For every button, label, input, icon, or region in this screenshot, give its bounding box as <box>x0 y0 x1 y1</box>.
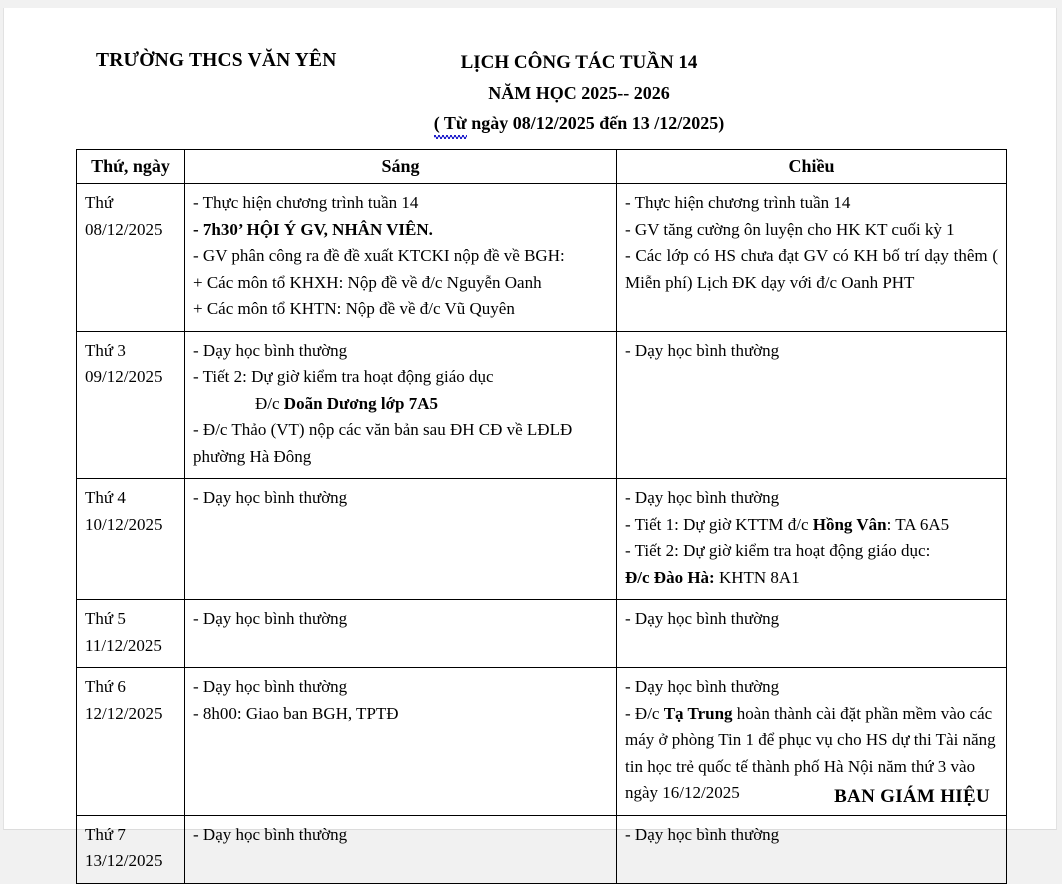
task-line: - Dạy học bình thường <box>625 488 780 507</box>
afternoon-cell <box>617 331 1007 479</box>
task-line: - Dạy học bình thường <box>193 677 348 696</box>
signature-block: BAN GIÁM HIỆU <box>834 786 990 807</box>
afternoon-cell <box>617 184 1007 332</box>
task-line: - GV tăng cường ôn luyện cho HK KT cuối kỳ 1 <box>625 219 955 239</box>
day-name: Thứ 5 <box>85 609 126 628</box>
task-line: - Đ/c Thảo (VT) nộp các văn bản sau ĐH CĐ về LĐLĐ phường Hà Đông <box>193 420 573 466</box>
morning-cell <box>185 331 617 479</box>
task-line: - Tiết 2: Dự giờ kiểm tra hoạt động giáo dục: <box>625 541 931 560</box>
table-header-row <box>77 150 1007 184</box>
day-name: Thứ 7 <box>85 824 126 844</box>
day-name: Thứ <box>85 193 114 212</box>
task-prefix: - Tiết 1: Dự giờ KTTM đ/c <box>625 514 813 534</box>
table-row <box>77 815 1007 883</box>
task-line: + Các môn tổ KHTN: Nộp đề về đ/c Vũ Quyên <box>193 299 515 318</box>
task-line: + Các môn tổ KHXH: Nộp đề về đ/c Nguyễn Oanh <box>193 272 542 292</box>
task-line: - Dạy học bình thường <box>625 609 780 628</box>
task-emphasis: Hồng Vân <box>812 514 887 534</box>
day-cell <box>77 600 185 668</box>
page-title: LỊCH CÔNG TÁC TUẦN 14 <box>460 52 698 73</box>
day-date: 11/12/2025 <box>85 635 162 655</box>
document-page <box>3 8 1057 870</box>
afternoon-cell <box>617 815 1007 883</box>
task-line: - Dạy học bình thường <box>625 677 780 696</box>
task-line: - Dạy học bình thường <box>193 609 348 628</box>
task-line: - Dạy học bình thường <box>193 824 348 844</box>
morning-cell <box>185 184 617 332</box>
task-line: - Thực hiện chương trình tuần 14 <box>625 193 851 212</box>
day-date: 08/12/2025 <box>85 219 163 239</box>
task-line: - 8h00: Giao ban BGH, TPTĐ <box>193 703 399 723</box>
task-suffix: KHTN 8A1 <box>714 567 800 587</box>
afternoon-cell <box>617 600 1007 668</box>
task-suffix: : TA 6A5 <box>886 514 950 534</box>
day-cell <box>77 479 185 600</box>
task-prefix: Đ/c <box>255 393 284 413</box>
task-line: - Dạy học bình thường <box>193 488 348 507</box>
task-line: - 7h30’ HỘI Ý GV, NHÂN VIÊN. <box>193 219 433 239</box>
schedule-table-wrapper <box>76 149 1006 884</box>
task-line: - Tiết 2: Dự giờ kiểm tra hoạt động giáo dục <box>193 367 494 386</box>
task-line: - Thực hiện chương trình tuần 14 <box>193 193 419 212</box>
day-date: 13/12/2025 <box>85 851 163 870</box>
day-cell <box>77 815 185 883</box>
task-emphasis: Doãn Dương lớp 7A5 <box>283 393 438 413</box>
table-row <box>77 331 1007 479</box>
day-cell <box>77 331 185 479</box>
morning-cell <box>185 600 617 668</box>
task-line: - Dạy học bình thường <box>625 340 780 360</box>
task-line: - Dạy học bình thường <box>193 340 348 360</box>
morning-cell <box>185 668 617 816</box>
schedule-table <box>76 149 1007 884</box>
day-cell <box>77 184 185 332</box>
column-header-morning: Sáng <box>185 150 617 184</box>
day-name: Thứ 4 <box>85 488 126 507</box>
day-cell <box>77 668 185 816</box>
task-line <box>625 512 998 539</box>
morning-cell <box>185 479 617 600</box>
date-range-text: ngày 08/12/2025 đến 13 /12/2025) <box>466 113 725 133</box>
task-suffix: hoàn thành cài đặt phần mềm vào các máy ở phòng Tin 1 để phục vụ cho HS dự thi Tài năng tin học trẻ quốc tế thành phố Hà Nội năm thứ 3 vào ngày 16/12/2025 <box>625 703 996 802</box>
task-line <box>193 391 608 418</box>
task-emphasis: Đ/c Đào Hà: <box>625 567 715 587</box>
date-range-line <box>384 108 774 138</box>
spellcheck-underlined-text: ( Từ <box>434 108 467 138</box>
document-title-block <box>384 48 774 138</box>
table-row <box>77 479 1007 600</box>
day-name: Thứ 3 <box>85 340 126 360</box>
morning-cell <box>185 815 617 883</box>
day-date: 10/12/2025 <box>85 514 163 534</box>
document-header <box>4 8 1056 133</box>
task-prefix: - Đ/c <box>625 703 664 723</box>
task-emphasis: Tạ Trung <box>663 703 733 723</box>
task-line: - GV phân công ra đề đề xuất KTCKI nộp đề về BGH: <box>193 246 565 265</box>
table-row <box>77 600 1007 668</box>
afternoon-cell <box>617 479 1007 600</box>
day-name: Thứ 6 <box>85 677 126 696</box>
table-row <box>77 184 1007 332</box>
day-date: 09/12/2025 <box>85 367 163 386</box>
task-line <box>625 565 998 592</box>
day-date: 12/12/2025 <box>85 703 163 723</box>
column-header-day: Thứ, ngày <box>77 150 185 184</box>
school-name: TRƯỜNG THCS VĂN YÊN <box>96 50 337 71</box>
task-line: - Dạy học bình thường <box>625 824 780 844</box>
school-year-line: NĂM HỌC 2025-- 2026 <box>488 83 670 103</box>
task-line: - Các lớp có HS chưa đạt GV có KH bố trí dạy thêm ( Miễn phí) Lịch ĐK dạy với đ/c Oanh PHT <box>625 246 998 292</box>
column-header-afternoon: Chiều <box>617 150 1007 184</box>
